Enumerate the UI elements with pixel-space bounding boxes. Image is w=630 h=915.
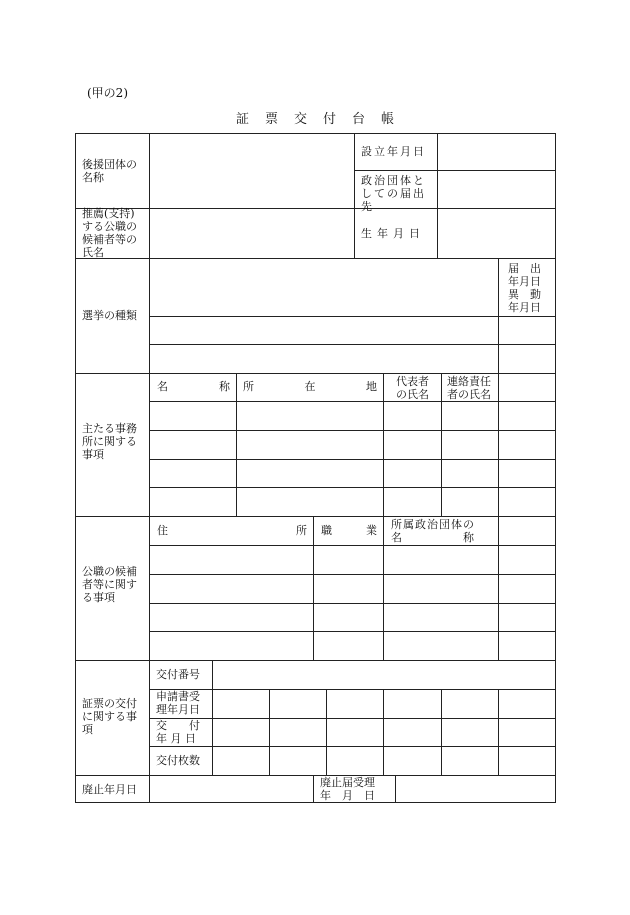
office-col-address: 所 在 地 [243,380,377,393]
abolition-date-label: 廃止年月日 [82,783,137,796]
political-org-label: 政治団体と しての届出 先 [361,174,426,213]
application-date-label: 申請書受 理年月日 [156,690,200,716]
org-name-label: 後援団体の 名称 [82,158,137,184]
abolition-receipt-label: 廃止届受理 年 月 日 [320,776,375,802]
candidate-col-occupation: 職 業 [321,524,377,537]
issue-date-label: 交 付 年 月 日 [156,719,200,745]
office-col-name: 名 称 [157,380,230,393]
office-col-representative: 代表者 の氏名 [396,375,429,401]
candidate-col-address: 住 所 [157,524,307,537]
form-number-note: (甲の2) [87,86,128,100]
candidate-section-label: 公職の候補 者等に関す る事項 [82,565,137,604]
issue-count-label: 交付枚数 [156,754,200,767]
office-section-label: 主たる事務 所に関する 事項 [82,422,137,461]
election-type-label: 選挙の種類 [82,309,137,322]
issue-number-label: 交付番号 [156,668,200,681]
founded-date-label: 設立年月日 [361,145,426,158]
notify-change-label: 届 出 年月日 異 動 年月日 [508,262,541,314]
candidate-col-affiliation: 所属政治団体の 名 称 [391,518,475,544]
birth-date-label: 生年月日 [361,227,425,240]
form-grid-lines [75,133,556,803]
issue-section-label: 証票の交付 に関する事 項 [82,697,137,736]
ledger-form [75,133,556,803]
office-col-contact: 連絡責任 者の氏名 [447,375,491,401]
page-title: 証票交付台帳 [235,112,410,127]
candidate-name-label: 推薦(支持) する公職の 候補者等の 氏名 [82,207,137,259]
